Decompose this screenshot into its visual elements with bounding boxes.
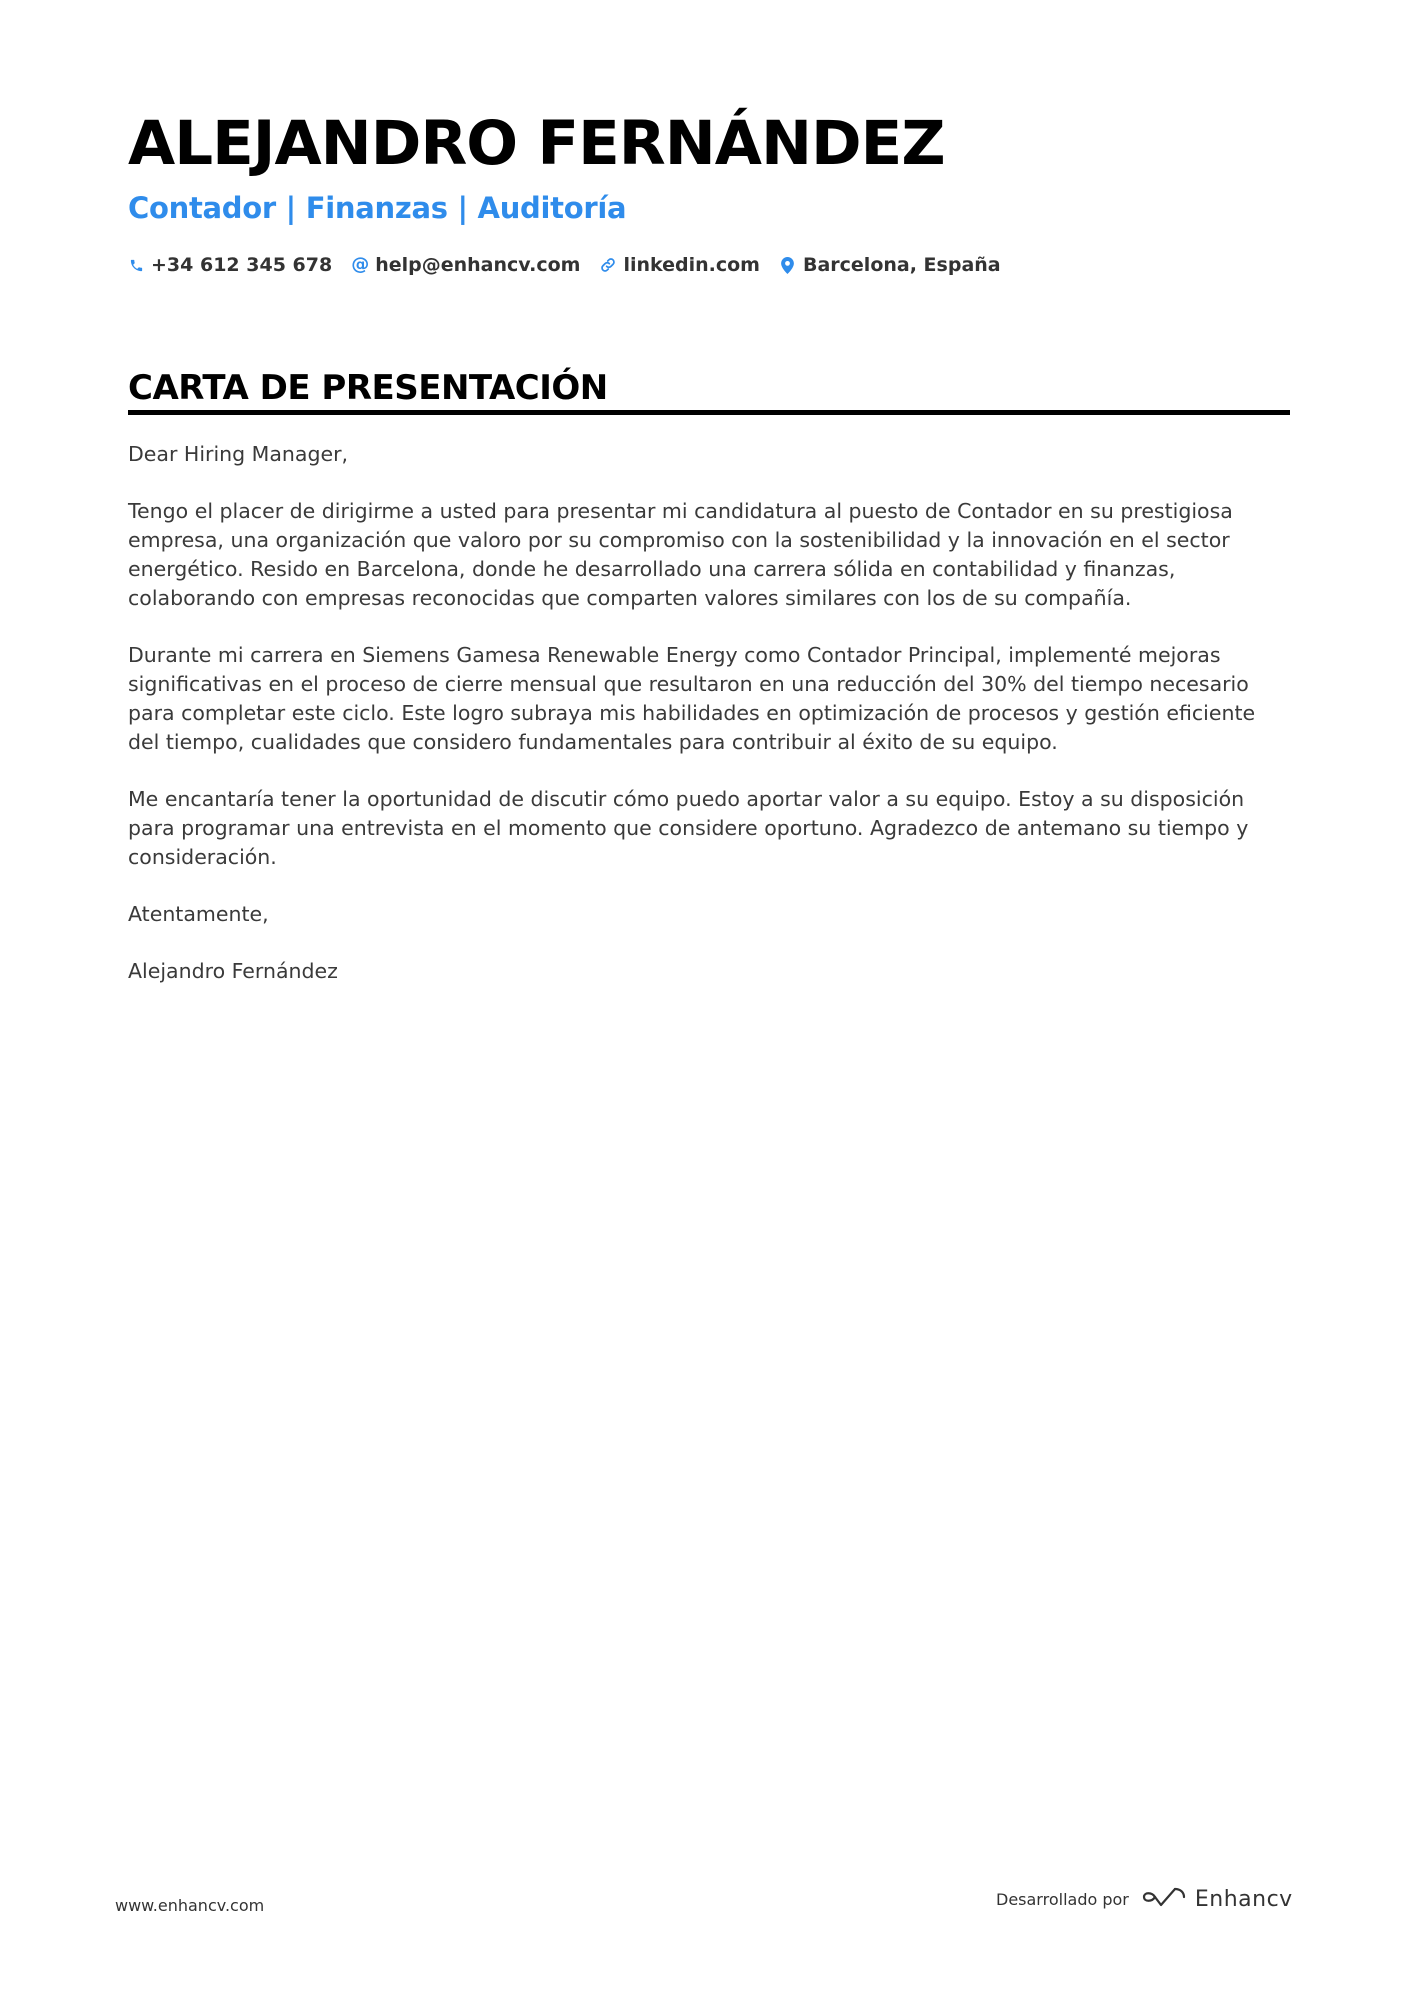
candidate-headline: Contador | Finanzas | Auditoría	[128, 191, 627, 225]
contact-linkedin[interactable]	[600, 254, 760, 276]
enhancv-logo-icon	[1141, 1885, 1187, 1914]
letter-paragraph-1: Tengo el placer de dirigirme a usted para presentar mi candidatura al puesto de Contador en su prestigiosa empresa, una organización que valoro por su compromiso con la sostenibilidad y la innovación en el sector energético. Resido en Barcelona, donde he desarrollado una carrera sólida en contabilidad y finanzas, colaborando con empresas reconocidas que comparten valores similares con los de su compañía.	[128, 499, 1233, 610]
contact-phone	[128, 254, 332, 276]
letter-paragraph-2: Durante mi carrera en Siemens Gamesa Renewable Energy como Contador Principal, implementé mejoras significativas en el proceso de cierre mensual que resultaron en una reducción del 30% del tiempo necesario para completar este ciclo. Este logro subraya mis habilidades en optimización de procesos y gestión eficiente del tiempo, cualidades que considero fundamentales para contribuir al éxito de su equipo.	[128, 643, 1256, 754]
powered-by-text: Desarrollado por	[996, 1890, 1129, 1909]
email-text: help@enhancv.com	[375, 254, 581, 276]
footer-website-link[interactable]: www.enhancv.com	[115, 1896, 265, 1915]
section-title: CARTA DE PRESENTACIÓN	[128, 368, 608, 408]
candidate-name: ALEJANDRO FERNÁNDEZ	[128, 108, 945, 179]
location-pin-icon	[780, 256, 796, 274]
contact-location	[780, 254, 1001, 276]
letter-greeting: Dear Hiring Manager,	[128, 442, 349, 466]
letter-signature: Alejandro Fernández	[128, 959, 338, 983]
contact-email[interactable]	[352, 254, 580, 276]
contact-bar	[128, 254, 1001, 276]
phone-text: +34 612 345 678	[151, 254, 333, 276]
footer-branding	[996, 1885, 1293, 1914]
at-icon: @	[351, 254, 370, 275]
brand-name: Enhancv	[1194, 1887, 1293, 1912]
letter-body	[128, 440, 1290, 1014]
section-divider	[128, 410, 1290, 415]
location-text: Barcelona, España	[802, 254, 1001, 276]
enhancv-logo[interactable]	[1141, 1885, 1293, 1914]
letter-closing: Atentamente,	[128, 902, 269, 926]
link-icon	[600, 256, 616, 274]
letter-paragraph-3: Me encantaría tener la oportunidad de discutir cómo puedo aportar valor a su equipo. Estoy a su disposición para programar una entrevista en el momento que considere oportuno. Agradezco de antemano su tiempo y consideración.	[128, 787, 1249, 869]
phone-icon	[128, 256, 144, 274]
linkedin-text: linkedin.com	[623, 254, 760, 276]
